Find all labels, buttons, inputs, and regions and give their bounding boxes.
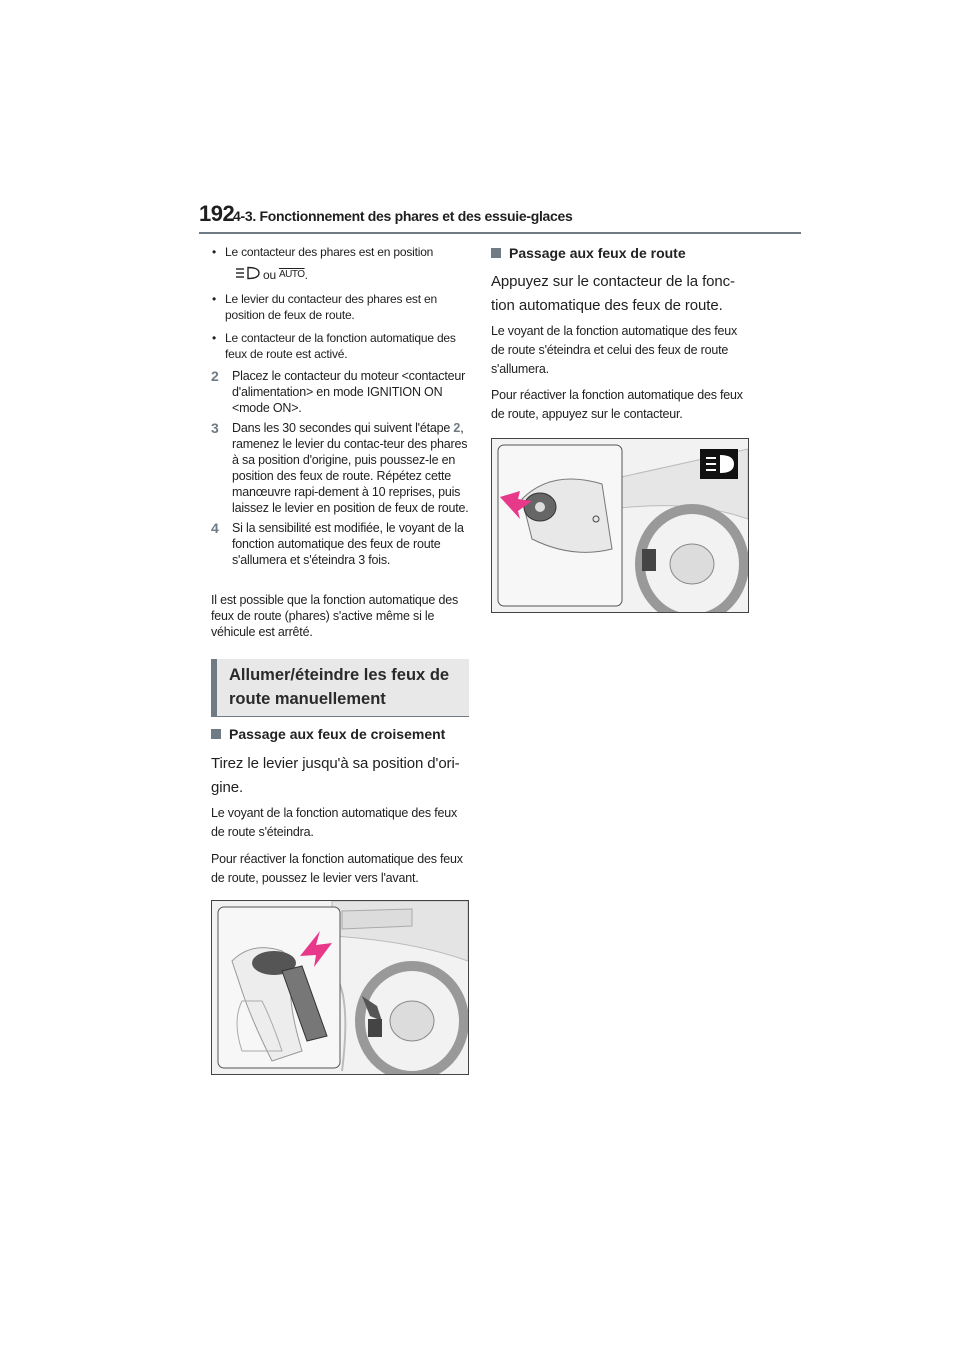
low-beam-illustration (211, 900, 469, 1075)
square-bullet-icon (211, 729, 221, 739)
conditions-list (211, 244, 471, 369)
step-text: , ramenez le levier du contac-teur des phares à sa position d'origine, puis poussez-le en position des feux de route. Répétez cette manœuvre rapi-dement à 10 reprises, puis laissez le levier en position de feux de route. (232, 421, 469, 515)
step-item (211, 368, 471, 416)
high-beam-heading: Passage aux feux de route (491, 245, 686, 261)
step-item (211, 420, 471, 516)
step-text: Dans les 30 secondes qui suivent l'étape (232, 421, 454, 435)
condition-item (211, 244, 471, 284)
step-number: 4 (211, 520, 219, 536)
switch-or: ou (263, 268, 276, 282)
step-number: 2 (211, 368, 219, 384)
section-title: Allumer/éteindre les feux de route manuellement (229, 666, 450, 708)
switch-positions: ou AUTO . (225, 266, 471, 284)
headlight-icon (235, 266, 261, 284)
note-paragraph: Il est possible que la fonction automatique des feux de route (phares) s'active même si le véhicule est arrêté. (211, 593, 459, 639)
condition-text: Le contacteur des phares est en position (225, 245, 434, 259)
step-number: 3 (211, 420, 219, 436)
condition-item: • Le levier du contacteur des phares est en position de feux de route. (211, 291, 471, 323)
page-number: 192 (199, 201, 235, 226)
high-beam-lead: Appuyez sur le contacteur de la fonc-tion automatique des feux de route. (491, 273, 735, 314)
step-reference: 2 (453, 421, 461, 435)
step-text: Si la sensibilité est modifiée, le voyant de la fonction automatique des feux de route s'allumera et s'éteindra 3 fois. (232, 521, 464, 567)
auto-icon: AUTO (278, 269, 305, 280)
low-beam-heading: Passage aux feux de croisement (211, 726, 445, 742)
low-beam-text: Le voyant de la fonction automatique des feux de route s'éteindra. (211, 806, 458, 839)
high-beam-indicator-icon (706, 455, 734, 473)
header-rule (199, 232, 801, 234)
low-beam-lead: Tirez le levier jusqu'à sa position d'ori-gine. (211, 755, 460, 796)
high-beam-text: Le voyant de la fonction automatique des feux de route s'éteindra et celui des feux de route s'allumera. (491, 324, 738, 376)
section-heading-box (211, 659, 469, 717)
high-beam-text: Pour réactiver la fonction automatique des feux de route, appuyez sur le contacteur. (491, 388, 743, 421)
condition-item: • Le contacteur de la fonction automatique des feux de route est activé. (211, 330, 471, 362)
step-text: Placez le contacteur du moteur <contacteur d'alimentation> en mode IGNITION ON <mode ON>. (232, 369, 466, 415)
low-beam-text: Pour réactiver la fonction automatique des feux de route, poussez le levier vers l'avant. (211, 852, 463, 885)
step-item (211, 520, 471, 568)
square-bullet-icon (491, 248, 501, 258)
header-section-title: 4-3. Fonctionnement des phares et des essuie-glaces (233, 208, 573, 224)
steps-list (211, 368, 471, 572)
high-beam-illustration (491, 438, 749, 613)
